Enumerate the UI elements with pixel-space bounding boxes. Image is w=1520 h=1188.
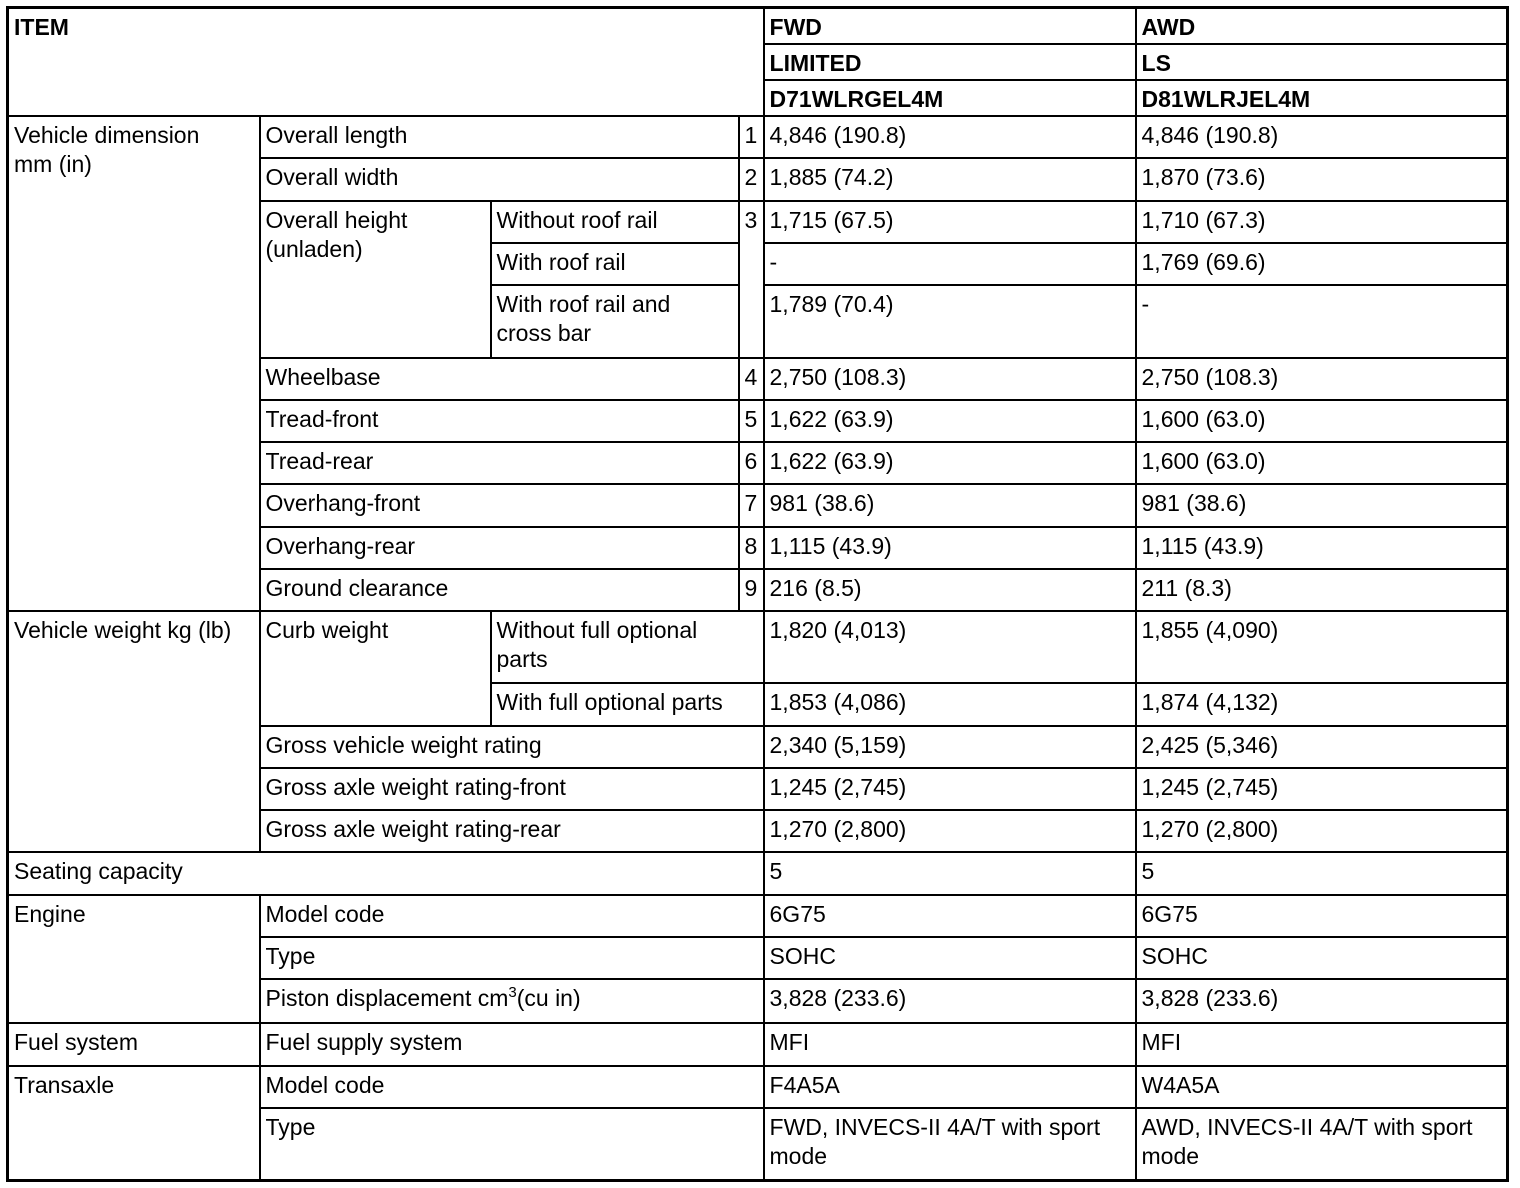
engine-model-code-label: Model code	[260, 895, 764, 937]
ref-number: 6	[739, 442, 764, 484]
fwd-value: 1,885 (74.2)	[764, 158, 1136, 200]
ref-number: 4	[739, 358, 764, 400]
overall-width-label: Overall width	[260, 158, 739, 200]
fwd-value: MFI	[764, 1023, 1136, 1065]
fwd-value: 216 (8.5)	[764, 569, 1136, 611]
vehicle-dimension-label	[8, 116, 260, 611]
table-row	[8, 611, 1508, 683]
transaxle-model-code-label: Model code	[260, 1066, 764, 1108]
awd-value: -	[1136, 285, 1508, 357]
awd-value: 1,115 (43.9)	[1136, 527, 1508, 569]
awd-value: 1,600 (63.0)	[1136, 400, 1508, 442]
item-header: ITEM	[8, 8, 764, 117]
vehicle-weight-label: Vehicle weight kg (lb)	[8, 611, 260, 852]
fwd-value: 1,789 (70.4)	[764, 285, 1136, 357]
wheelbase-label: Wheelbase	[260, 358, 739, 400]
overall-height-label	[260, 201, 491, 358]
awd-value: 2,425 (5,346)	[1136, 726, 1508, 768]
awd-value: 1,245 (2,745)	[1136, 768, 1508, 810]
fwd-value: SOHC	[764, 937, 1136, 979]
awd-value: 981 (38.6)	[1136, 484, 1508, 526]
fwd-value: F4A5A	[764, 1066, 1136, 1108]
overhang-rear-label: Overhang-rear	[260, 527, 739, 569]
vehicle-dimension-label-line2: mm (in)	[14, 151, 92, 178]
fwd-value: 981 (38.6)	[764, 484, 1136, 526]
awd-drive-header: AWD	[1136, 8, 1508, 44]
cubic-superscript: 3	[508, 984, 517, 1002]
without-full-optional-line2: parts	[496, 646, 548, 673]
tread-front-label: Tread-front	[260, 400, 739, 442]
engine-label: Engine	[8, 895, 260, 1024]
awd-value: 1,870 (73.6)	[1136, 158, 1508, 200]
fwd-value: 4,846 (190.8)	[764, 116, 1136, 158]
awd-value: MFI	[1136, 1023, 1508, 1065]
fwd-value: 5	[764, 852, 1136, 894]
with-roof-rail-cross-bar-label	[491, 285, 739, 357]
overall-length-label: Overall length	[260, 116, 739, 158]
fwd-value: 1,715 (67.5)	[764, 201, 1136, 243]
awd-value: 1,710 (67.3)	[1136, 201, 1508, 243]
fwd-value: 2,750 (108.3)	[764, 358, 1136, 400]
ref-number: 8	[739, 527, 764, 569]
fwd-value: 1,820 (4,013)	[764, 611, 1136, 683]
engine-type-label: Type	[260, 937, 764, 979]
without-full-optional-line1: Without full optional	[496, 617, 698, 644]
awd-value: 1,769 (69.6)	[1136, 243, 1508, 285]
fuel-supply-label: Fuel supply system	[260, 1023, 764, 1065]
fwd-value: 6G75	[764, 895, 1136, 937]
awd-trim-header: LS	[1136, 44, 1508, 80]
table-row	[8, 1023, 1508, 1065]
table-row	[8, 116, 1508, 158]
header-row	[8, 8, 1508, 44]
with-roof-rail-cross-bar-line1: With roof rail and	[496, 291, 671, 318]
fwd-value: 1,115 (43.9)	[764, 527, 1136, 569]
fwd-value: 3,828 (233.6)	[764, 979, 1136, 1023]
fwd-value: 1,622 (63.9)	[764, 442, 1136, 484]
piston-displacement-text: Piston displacement cm	[265, 985, 509, 1012]
awd-value: 1,874 (4,132)	[1136, 683, 1508, 725]
awd-value: 6G75	[1136, 895, 1508, 937]
ref-number: 5	[739, 400, 764, 442]
awd-value: 5	[1136, 852, 1508, 894]
ref-number: 9	[739, 569, 764, 611]
specifications-table	[6, 6, 1509, 1182]
awd-value: SOHC	[1136, 937, 1508, 979]
with-roof-rail-cross-bar-line2: cross bar	[496, 320, 592, 347]
piston-displacement-label	[260, 979, 764, 1023]
fwd-value: -	[764, 243, 1136, 285]
without-roof-rail-label: Without roof rail	[491, 201, 739, 243]
with-full-optional-label: With full optional parts	[491, 683, 764, 725]
gawr-rear-label: Gross axle weight rating-rear	[260, 810, 764, 852]
fwd-value: 1,622 (63.9)	[764, 400, 1136, 442]
table-row	[8, 895, 1508, 937]
transaxle-label: Transaxle	[8, 1066, 260, 1181]
ground-clearance-label: Ground clearance	[260, 569, 739, 611]
awd-value: AWD, INVECS-II 4A/T with sport mode	[1136, 1108, 1508, 1181]
table-row	[8, 852, 1508, 894]
ref-number: 1	[739, 116, 764, 158]
awd-value: 1,855 (4,090)	[1136, 611, 1508, 683]
awd-model-header: D81WLRJEL4M	[1136, 80, 1508, 116]
overall-height-label-line2: (unladen)	[265, 235, 363, 262]
gvwr-label: Gross vehicle weight rating	[260, 726, 764, 768]
without-full-optional-label	[491, 611, 764, 683]
ref-number: 3	[739, 201, 764, 358]
gawr-front-label: Gross axle weight rating-front	[260, 768, 764, 810]
awd-value: W4A5A	[1136, 1066, 1508, 1108]
overall-height-label-line1: Overall height	[265, 206, 408, 233]
vehicle-dimension-label-line1: Vehicle dimension	[14, 122, 200, 149]
fwd-trim-header: LIMITED	[764, 44, 1136, 80]
tread-rear-label: Tread-rear	[260, 442, 739, 484]
awd-value: 3,828 (233.6)	[1136, 979, 1508, 1023]
fwd-value: 1,245 (2,745)	[764, 768, 1136, 810]
piston-displacement-unit: (cu in)	[516, 985, 581, 1012]
awd-value: 1,600 (63.0)	[1136, 442, 1508, 484]
awd-value: 4,846 (190.8)	[1136, 116, 1508, 158]
awd-value: 2,750 (108.3)	[1136, 358, 1508, 400]
fwd-model-header: D71WLRGEL4M	[764, 80, 1136, 116]
ref-number: 2	[739, 158, 764, 200]
overhang-front-label: Overhang-front	[260, 484, 739, 526]
fwd-value: 1,853 (4,086)	[764, 683, 1136, 725]
ref-number: 7	[739, 484, 764, 526]
fuel-system-label: Fuel system	[8, 1023, 260, 1065]
table-row	[8, 1066, 1508, 1108]
fwd-drive-header: FWD	[764, 8, 1136, 44]
awd-value: 1,270 (2,800)	[1136, 810, 1508, 852]
fwd-value: 1,270 (2,800)	[764, 810, 1136, 852]
with-roof-rail-label: With roof rail	[491, 243, 739, 285]
transaxle-type-label: Type	[260, 1108, 764, 1181]
fwd-value: FWD, INVECS-II 4A/T with sport mode	[764, 1108, 1136, 1181]
seating-capacity-label: Seating capacity	[8, 852, 764, 894]
awd-value: 211 (8.3)	[1136, 569, 1508, 611]
curb-weight-label: Curb weight	[260, 611, 491, 726]
fwd-value: 2,340 (5,159)	[764, 726, 1136, 768]
